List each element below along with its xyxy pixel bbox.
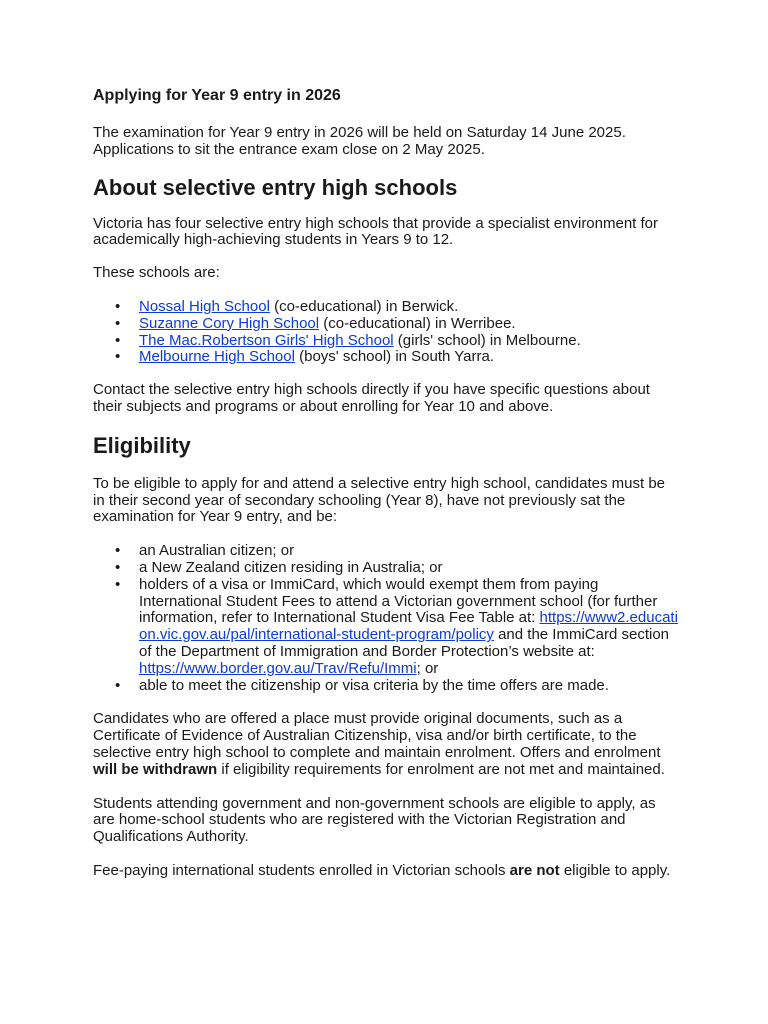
list-item xyxy=(93,333,678,350)
fee-text: Fee-paying international students enrolled in Victorian schools xyxy=(93,861,510,879)
documents-text: Candidates who are offered a place must provide original documents, such as a Certificate of Evidence of Australian Citizenship, visa and/or birth certificate, to the selective entry high school to complete and maintain enrolment. Offers and enrolment xyxy=(93,710,661,761)
eligibility-item-visa: holders of a visa or ImmiCard, which would exempt them from paying International Student Fees to attend a Victorian government school (for further information, refer to International Student Visa Fee Table at: xyxy=(139,575,658,627)
bullet-icon: • xyxy=(115,297,121,315)
list-item xyxy=(93,299,678,316)
schools-list xyxy=(93,299,678,366)
exam-intro-line1: The examination for Year 9 entry in 2026 will be held on Saturday 14 June 2025. xyxy=(93,124,626,141)
school-detail: (girls' school) in Melbourne. xyxy=(393,331,581,349)
school-link-macrobertson[interactable]: The Mac.Robertson Girls' High School xyxy=(139,331,394,349)
bullet-icon: • xyxy=(115,558,121,576)
list-item xyxy=(93,349,678,366)
fee-text-end: eligible to apply. xyxy=(559,861,671,879)
bullet-icon: • xyxy=(115,331,121,349)
school-link-suzanne-cory[interactable]: Suzanne Cory High School xyxy=(139,314,320,332)
eligibility-item-criteria: able to meet the citizenship or visa criteria by the time offers are made. xyxy=(139,676,609,694)
exam-intro xyxy=(93,125,678,159)
list-item xyxy=(93,577,678,678)
eligibility-item-citizen: an Australian citizen; or xyxy=(139,542,295,560)
eligibility-heading: Eligibility xyxy=(93,432,191,458)
document-content xyxy=(93,86,678,896)
school-detail: (co-educational) in Werribee. xyxy=(319,314,516,332)
border-gov-link[interactable]: https://www.border.gov.au/Trav/Refu/Immi xyxy=(139,659,417,677)
bullet-icon: • xyxy=(115,314,121,332)
contact-paragraph: Contact the selective entry high schools directly if you have specific questions about their subjects and programs or about enrolling for Year 10 and above. xyxy=(93,381,650,415)
students-paragraph: Students attending government and non-government schools are eligible to apply, as are home-school students who are registered with the Victorian Registration and Qualifications Authority. xyxy=(93,794,656,846)
eligibility-intro: To be eligible to apply for and attend a selective entry high school, candidates must be in their second year of secondary schooling (Year 8), have not previously sat the examination for Year 9 entry, and be: xyxy=(93,474,666,526)
school-detail: (boys' school) in South Yarra. xyxy=(294,348,495,366)
exam-intro-line2: Applications to sit the entrance exam close on 2 May 2025. xyxy=(93,140,485,158)
documents-paragraph xyxy=(93,711,678,778)
fee-paragraph xyxy=(93,863,678,880)
eligibility-item-visa-end: ; or xyxy=(416,659,439,677)
about-paragraph: Victoria has four selective entry high schools that provide a specialist environment for academically high-achieving students in Years 9 to 12. xyxy=(93,214,659,249)
bullet-icon: • xyxy=(115,348,121,366)
about-heading: About selective entry high schools xyxy=(93,174,458,200)
documents-text-end: if eligibility requirements for enrolment are not met and maintained. xyxy=(217,760,665,778)
bullet-icon: • xyxy=(115,676,121,694)
documents-bold: will be withdrawn xyxy=(93,760,218,778)
school-link-melbourne-high[interactable]: Melbourne High School xyxy=(139,348,295,366)
list-item xyxy=(93,316,678,333)
list-item xyxy=(93,543,678,560)
bullet-icon: • xyxy=(115,575,121,593)
eligibility-item-visa-cont: and the ImmiCard section of the Department of Immigration and Border Protection’s website at: xyxy=(139,626,669,660)
bullet-icon: • xyxy=(115,542,121,560)
list-item xyxy=(93,560,678,577)
list-item xyxy=(93,678,678,695)
year9-heading: Applying for Year 9 entry in 2026 xyxy=(93,87,341,104)
visa-fee-table-link[interactable]: https://www2.education.vic.gov.au/pal/international-student-program/policy xyxy=(139,609,678,644)
eligibility-list xyxy=(93,543,678,694)
eligibility-item-nz: a New Zealand citizen residing in Australia; or xyxy=(139,558,443,576)
fee-bold: are not xyxy=(509,861,560,879)
school-detail: (co-educational) in Berwick. xyxy=(269,297,459,315)
schools-intro: These schools are: xyxy=(93,264,220,282)
school-link-nossal[interactable]: Nossal High School xyxy=(139,297,270,315)
